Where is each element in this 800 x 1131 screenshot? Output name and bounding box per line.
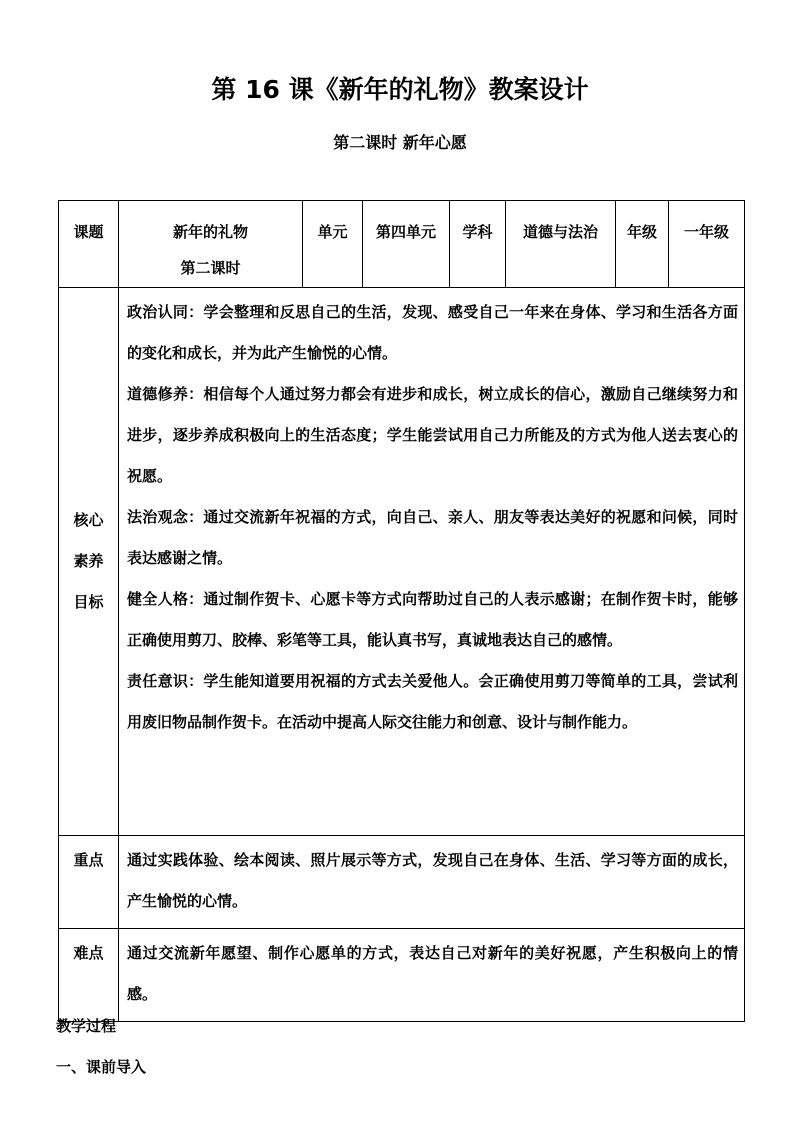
core-goals-content — [119, 288, 745, 836]
core-goals-label — [59, 288, 119, 836]
core-goals-row — [59, 288, 745, 836]
subject-value-cell — [506, 201, 616, 288]
subject-label-cell — [450, 201, 506, 288]
difficulty-content — [119, 929, 745, 1022]
topic-label: 课题 — [73, 223, 104, 241]
grade-label-cell — [616, 201, 669, 288]
teaching-process-heading: 教学过程 — [56, 1017, 117, 1035]
unit-label-cell — [303, 201, 363, 288]
difficulty-label: 难点 — [59, 929, 119, 1022]
grade-value-cell — [669, 201, 745, 288]
topic-value-cell — [119, 201, 303, 288]
header-row — [59, 201, 745, 288]
topic-label-cell — [59, 201, 119, 288]
grade-label: 年级 — [626, 223, 657, 241]
difficulty-text: 通过交流新年愿望、制作心愿单的方式，表达自己对新年的美好祝愿，产生积极向上的情感。 — [127, 944, 738, 1003]
goal-moral-cultivation: 道德修养：相信每个人通过努力都会有进步和成长，树立成长的信心，激励自己继续努力和进步，逐步养成积极向上的生活态度；学生能尝试用自己力所能及的方式为他人送去衷心的祝愿。 — [127, 385, 738, 485]
goal-rule-of-law: 法治观念：通过交流新年祝福的方式，向自己、亲人、朋友等表达美好的祝愿和问候，同时表达感谢之情。 — [127, 508, 738, 567]
unit-value-cell — [363, 201, 450, 288]
key-point-content — [119, 836, 745, 929]
intro-heading: 一、课前导入 — [56, 1058, 147, 1076]
key-point-row — [59, 836, 745, 929]
subject-label: 学科 — [462, 223, 493, 241]
topic-session: 第二课时 — [180, 259, 241, 277]
unit-label: 单元 — [317, 223, 348, 241]
document-subtitle: 第二课时 新年心愿 — [333, 133, 467, 152]
topic-name: 新年的礼物 — [172, 223, 248, 241]
core-goals-label-line: 素养 — [73, 552, 104, 570]
core-goals-label-line: 核心 — [73, 511, 104, 529]
grade-value: 一年级 — [683, 223, 729, 241]
unit-value: 第四单元 — [375, 223, 436, 241]
key-point-label: 重点 — [59, 836, 119, 929]
lesson-plan-table — [58, 200, 745, 1022]
core-goals-label-line: 目标 — [73, 593, 104, 611]
subject-value: 道德与法治 — [522, 223, 598, 241]
document-title: 第 16 课《新年的礼物》教案设计 — [211, 75, 589, 104]
key-point-text: 通过实践体验、绘本阅读、照片展示等方式，发现自己在身体、生活、学习等方面的成长，产生愉悦的心情。 — [127, 851, 738, 910]
difficulty-row — [59, 929, 745, 1022]
goal-sound-personality: 健全人格：通过制作贺卡、心愿卡等方式向帮助过自己的人表示感谢；在制作贺卡时，能够正确使用剪刀、胶棒、彩笔等工具，能认真书写，真诚地表达自己的感情。 — [127, 590, 738, 649]
topic-value — [119, 201, 302, 286]
goal-responsibility: 责任意识：学生能知道要用祝福的方式去关爱他人。会正确使用剪刀等简单的工具，尝试利用废旧物品制作贺卡。在活动中提高人际交往能力和创意、设计与制作能力。 — [127, 672, 738, 731]
goal-political-identity: 政治认同：学会整理和反思自己的生活，发现、感受自己一年来在身体、学习和生活各方面的变化和成长，并为此产生愉悦的心情。 — [127, 303, 738, 362]
